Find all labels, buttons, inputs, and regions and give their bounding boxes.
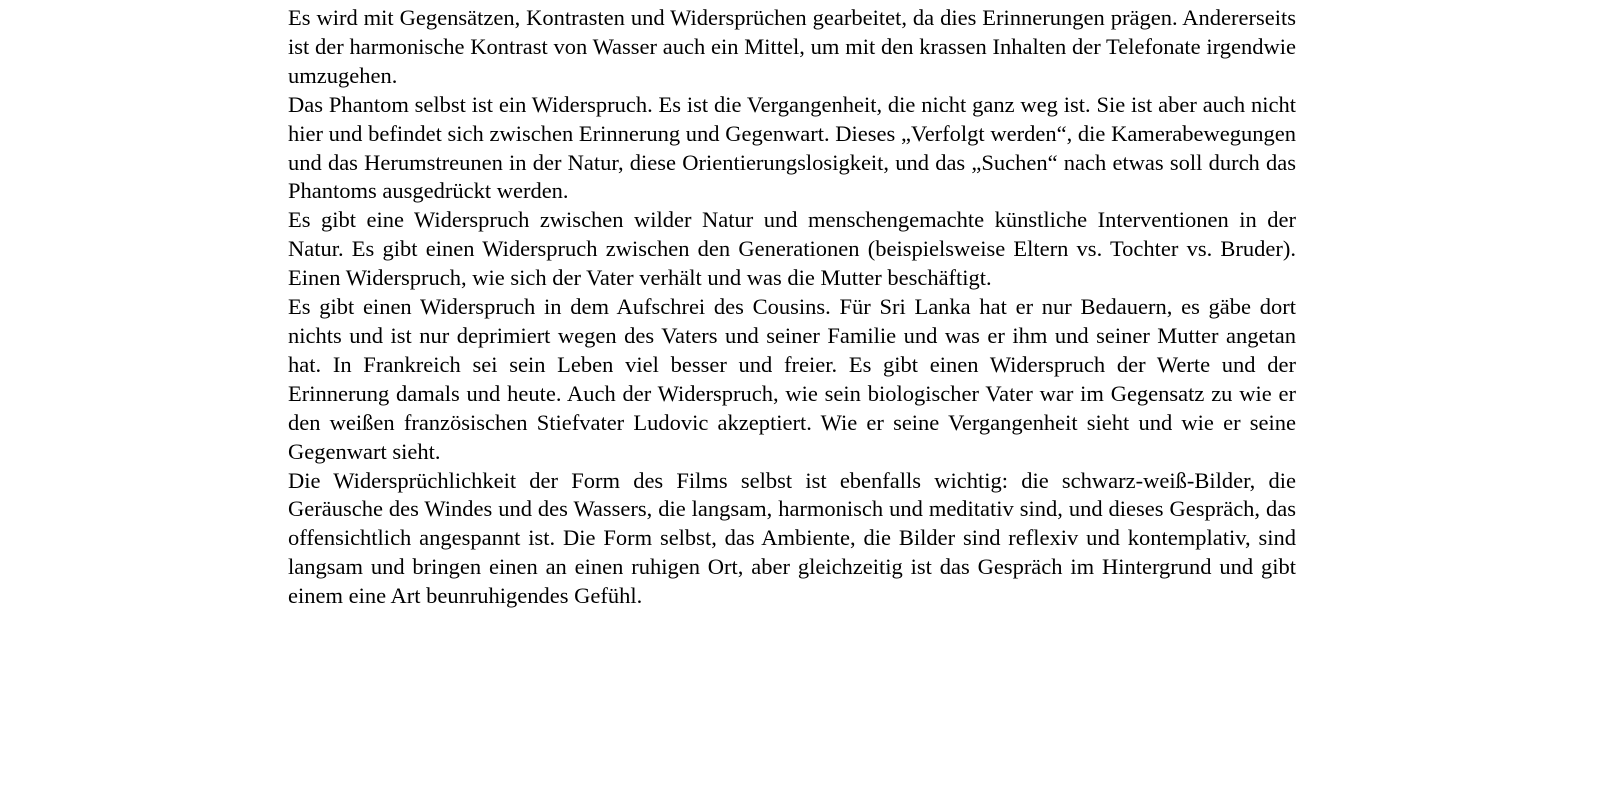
document-body xyxy=(288,4,1296,611)
paragraph-film-form: Die Widersprüchlichkeit der Form des Films selbst ist ebenfalls wichtig: die schwarz-weiß-Bilder, die Geräusche des Windes und des Wassers, die langsam, harmonisch und meditativ sind, und dieses Gespräch, das offensichtlich angespannt ist. Die Form selbst, das Ambiente, die Bilder sind reflexiv und kontemplativ, sind langsam und bringen einen an einen ruhigen Ort, aber gleichzeitig ist das Gespräch im Hintergrund und gibt einem eine Art beunruhigendes Gefühl. xyxy=(288,467,1296,609)
paragraph-nature-generations: Es gibt eine Widerspruch zwischen wilder Natur und menschengemachte künstliche Interventionen in der Natur. Es gibt einen Widerspruch zwischen den Generationen (beispielsweise Eltern vs. Tochter vs. Bruder). Einen Widerspruch, wie sich der Vater verhält und was die Mutter beschäftigt. xyxy=(288,207,1296,291)
paragraph-contrasts: Es wird mit Gegensätzen, Kontrasten und Widersprüchen gearbeitet, da dies Erinnerungen prägen. Andererseits ist der harmonische Kontrast von Wasser auch ein Mittel, um mit den krassen Inhalten der Telefonate irgendwie umzugehen. xyxy=(288,5,1296,88)
paragraph-cousin: Es gibt einen Widerspruch in dem Aufschrei des Cousins. Für Sri Lanka hat er nur Bedauern, es gäbe dort nichts und ist nur deprimiert wegen des Vaters und seiner Familie und was er ihm und seiner Mutter angetan hat. In Frankreich sei sein Leben viel besser und freier. Es gibt einen Widerspruch der Werte und der Erinnerung damals und heute. Auch der Widerspruch, wie sein biologischer Vater war im Gegensatz zu wie er den weißen französischen Stiefvater Ludovic akzeptiert. Wie er seine Vergangenheit sieht und wie er seine Gegenwart sieht. xyxy=(288,294,1296,464)
paragraph-phantom: Das Phantom selbst ist ein Widerspruch. Es ist die Vergangenheit, die nicht ganz weg ist. Sie ist aber auch nicht hier und befindet sich zwischen Erinnerung und Gegenwart. Dieses „Verfolgt werden“, die Kamerabewegungen und das Herumstreunen in der Natur, diese Orientierungslosigkeit, und das „Suchen“ nach etwas soll durch das Phantoms ausgedrückt werden. xyxy=(288,91,1296,204)
